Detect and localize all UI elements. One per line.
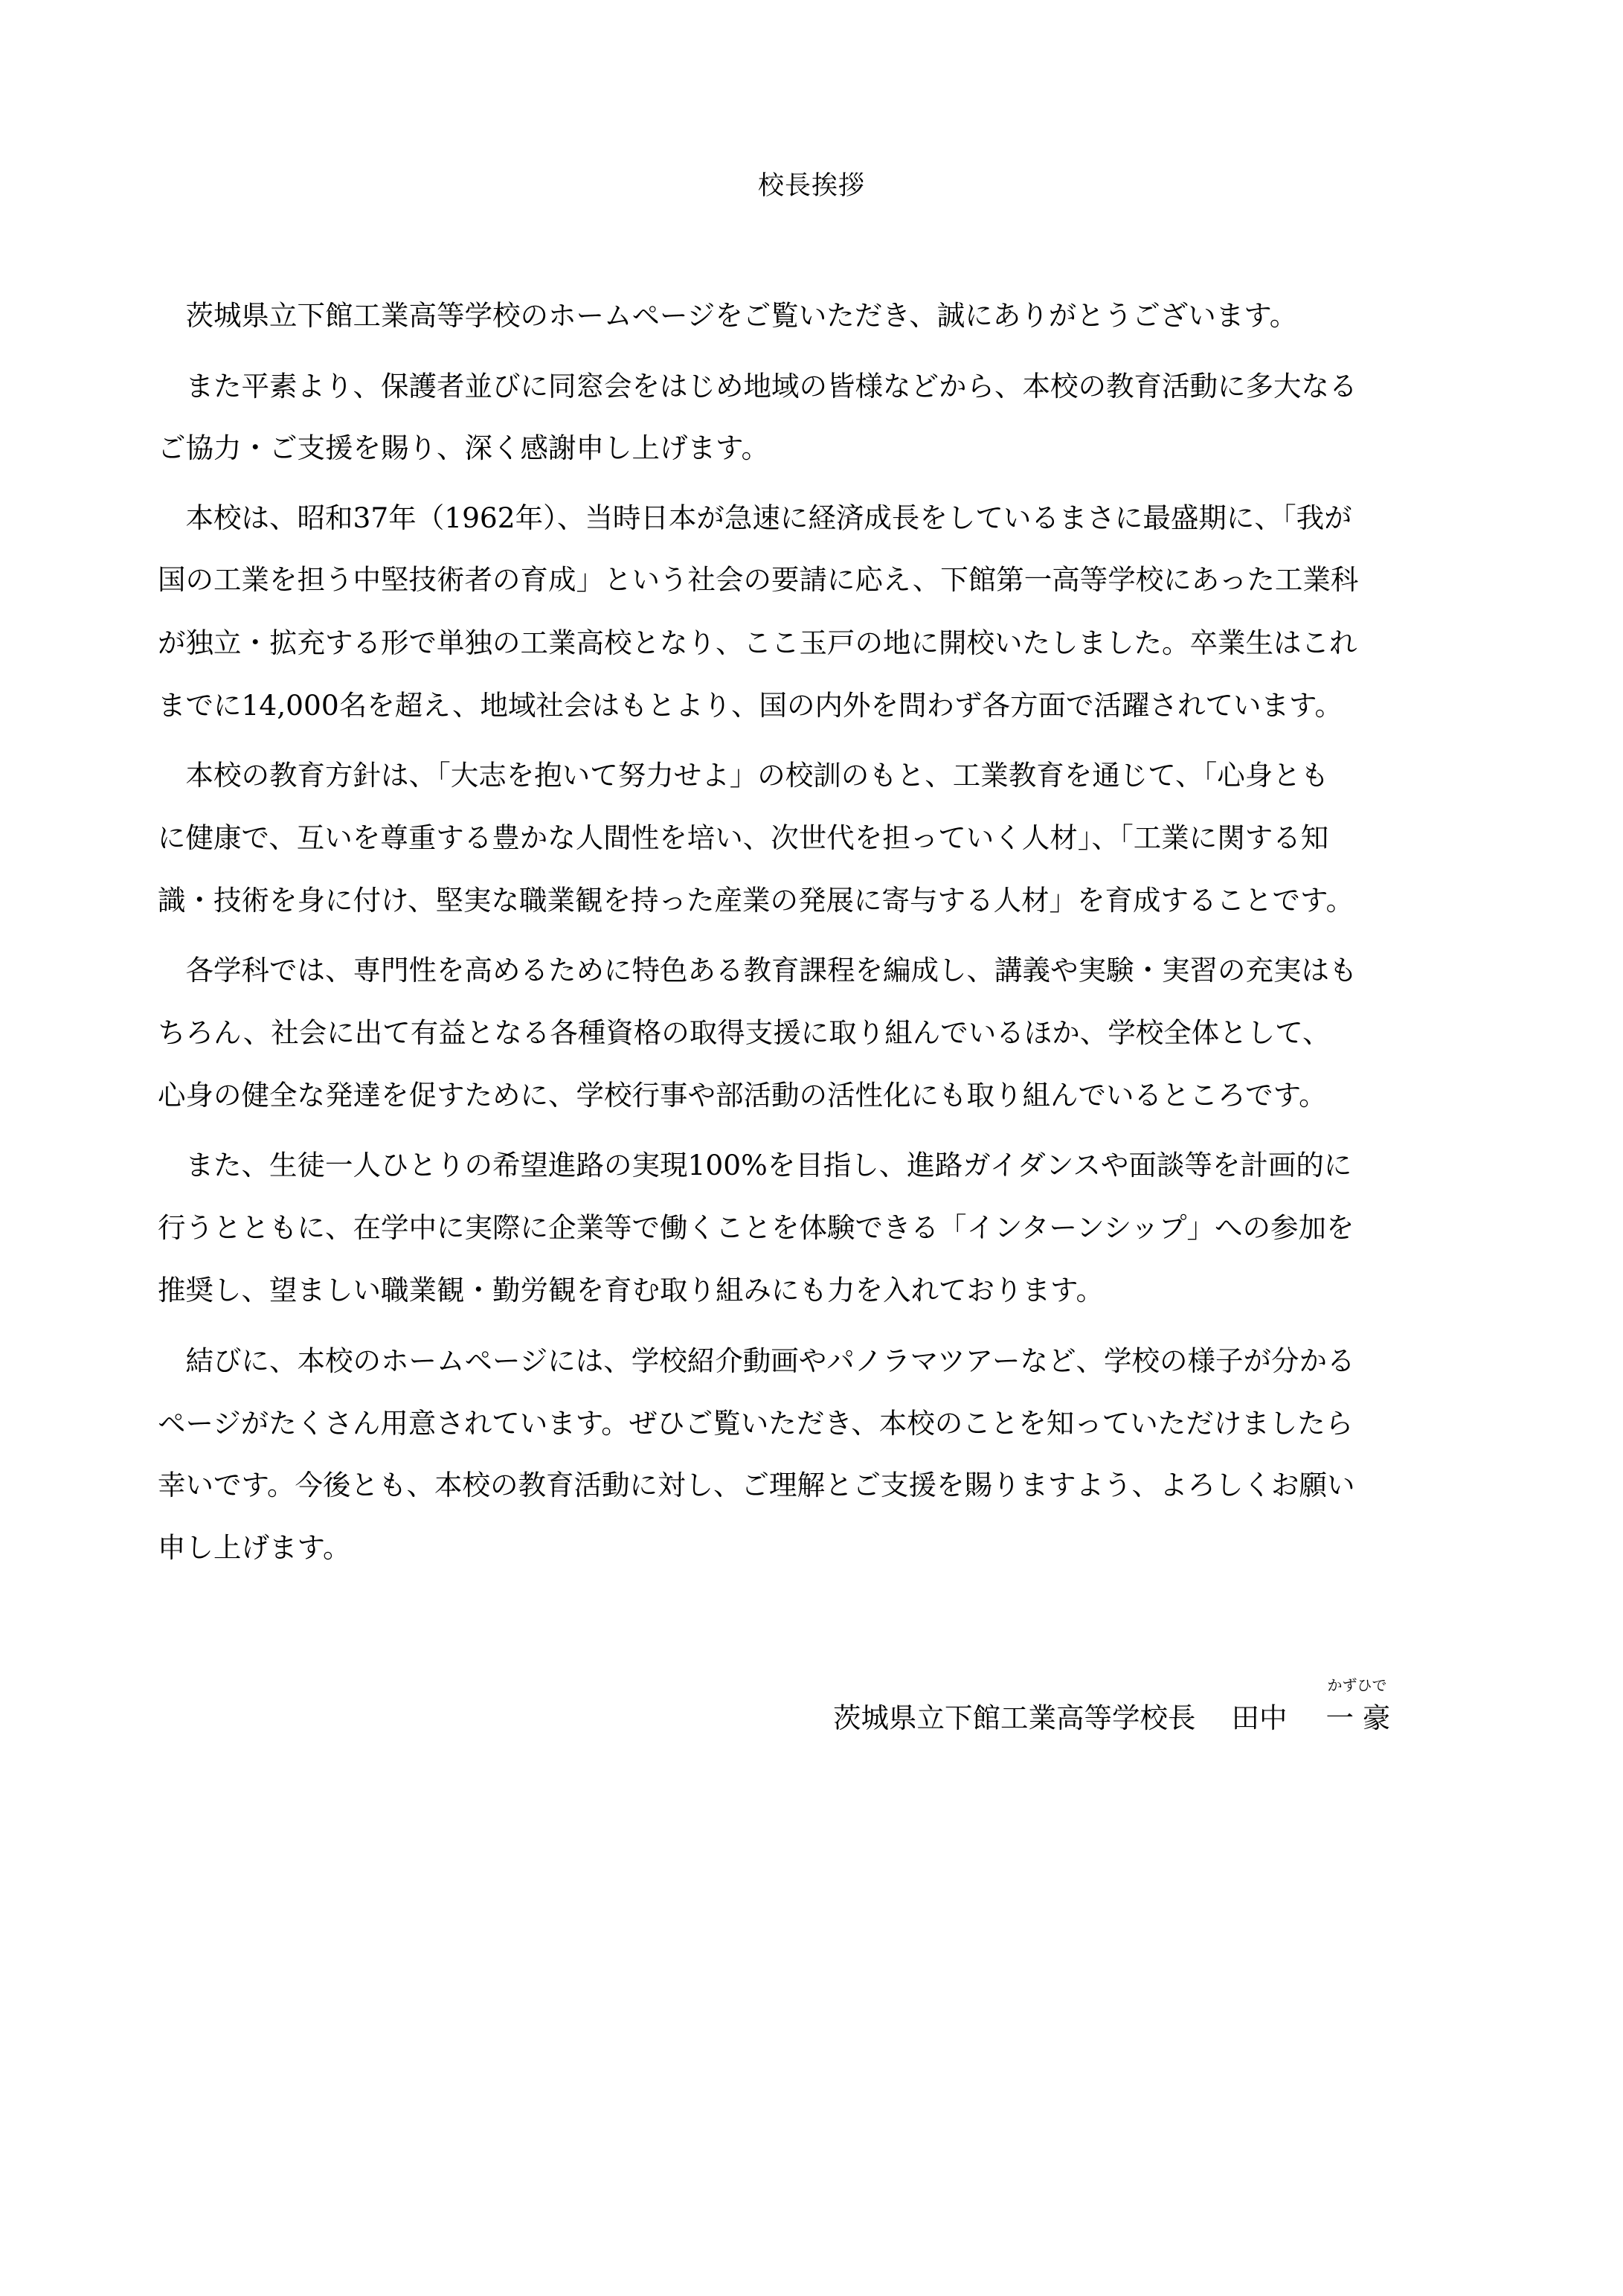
body-line: 幸いです。今後とも、本校の教育活動に対し、ご理解とご支援を賜りますよう、よろしくお願い — [158, 1469, 1355, 1501]
body-line: 心身の健全な発達を促すために、学校行事や部活動の活性化にも取り組んでいるところです。 — [158, 1079, 1327, 1112]
signature-organization: 茨城県立下館工業高等学校長 — [833, 1702, 1196, 1734]
body-line: ちろん、社会に出て有益となる各種資格の取得支援に取り組んでいるほか、学校全体として、 — [158, 1016, 1331, 1049]
body-line: また平素より、保護者並びに同窓会をはじめ地域の皆様などから、本校の教育活動に多大なる — [158, 370, 1357, 403]
page-title: 校長挨拶 — [757, 171, 865, 201]
signature-given-name-reading: かずひで — [1327, 1676, 1387, 1694]
body-line: 本校の教育方針は、「大志を抱いて努力せよ」の校訓のもと、工業教育を通じて、「心身とも — [158, 759, 1329, 792]
body-line: 推奨し、望ましい職業観・勤労観を育む取り組みにも力を入れております。 — [158, 1274, 1104, 1306]
body-line: ページがたくさん用意されています。ぜひご覧いただき、本校のことを知っていただけましたら — [158, 1407, 1354, 1440]
body-line: ご協力・ご支援を賜り、深く感謝申し上げます。 — [158, 432, 769, 464]
body-line: 茨城県立下館工業高等学校のホームページをご覧いただき、誠にありがとうございます。 — [158, 299, 1298, 332]
signature-given-name-wrap — [1325, 1676, 1391, 1736]
body-line: 結びに、本校のホームページには、学校紹介動画やパノラマツアーなど、学校の様子が分かる — [158, 1344, 1355, 1377]
body-line: 申し上げます。 — [158, 1531, 351, 1564]
signature-given-name: 一 豪 — [1325, 1702, 1391, 1734]
body-line: が独立・拡充する形で単独の工業高校となり、ここ玉戸の地に開校いたしました。卒業生はこれ — [158, 626, 1357, 659]
body-line: 国の工業を担う中堅技術者の育成」という社会の要請に応え、下館第一高等学校にあった工業科 — [158, 563, 1359, 596]
body-line: 本校は、昭和37年（1962年）、当時日本が急速に経済成長をしているまさに最盛期に、「我が — [158, 501, 1352, 534]
body-line: また、生徒一人ひとりの希望進路の実現100%を目指し、進路ガイダンスや面談等を計画的に — [158, 1149, 1352, 1181]
body-line: 各学科では、専門性を高めるために特色ある教育課程を編成し、講義や実験・実習の充実はも — [158, 954, 1357, 987]
body-line: 識・技術を身に付け、堅実な職業観を持った産業の発展に寄与する人材」を育成することです。 — [158, 884, 1354, 917]
body-line: に健康で、互いを尊重する豊かな人間性を培い、次世代を担っていく人材」、「工業に関する知 — [158, 821, 1329, 854]
signature-surname: 田中 — [1231, 1702, 1288, 1734]
signature — [833, 1676, 1391, 1736]
body-line: 行うとともに、在学中に実際に企業等で働くことを体験できる「インターンシップ」への参加を — [158, 1211, 1354, 1244]
body-line: までに14,000名を超え、地域社会はもとより、国の内外を問わず各方面で活躍されています。 — [158, 689, 1343, 722]
